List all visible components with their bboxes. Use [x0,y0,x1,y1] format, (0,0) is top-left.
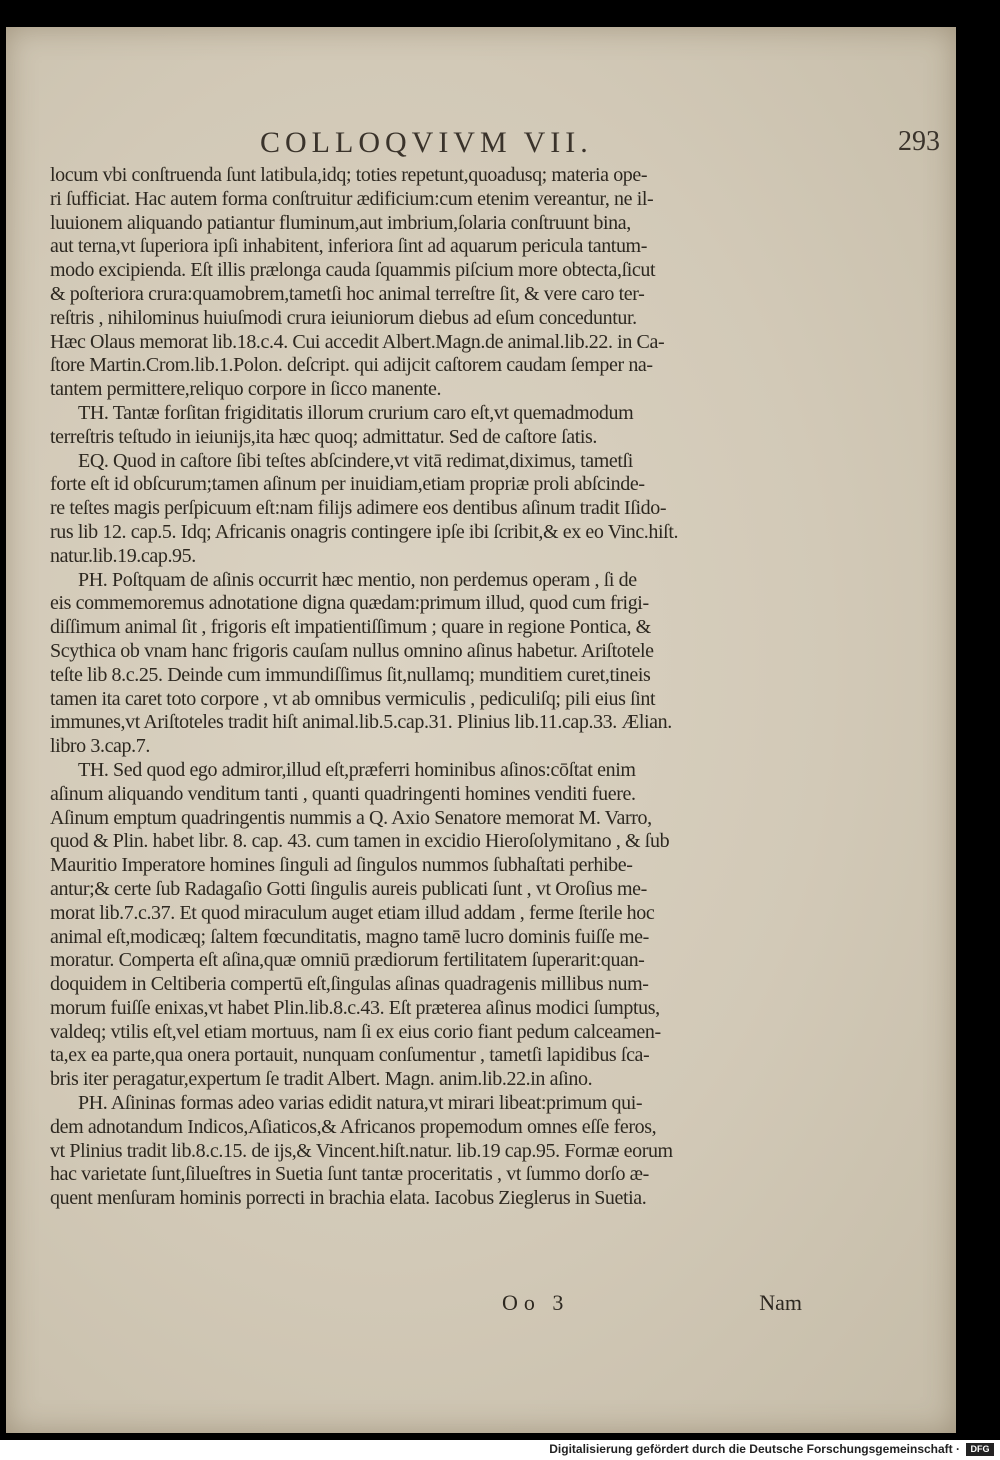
page-footer [502,1290,802,1320]
text-line: Hæc Olaus memorat lib.18.c.4. Cui accedit Albert.Magn.de animal.lib.22. in Ca- [50,330,665,353]
text-line: valdeq; vtilis eſt,vel etiam mortuus, nam ſi ex eius corio fiant pedum calceamen- [50,1020,661,1043]
text-line: EQ. Quod in caſtore ſibi teſtes abſcindere,vt vitā redimat,diximus, tametſi [78,449,633,472]
text-line: bris iter peragatur,expertum ſe tradit Albert. Magn. anim.lib.22.in aſino. [50,1068,593,1091]
text-line: re teſtes magis perſpicuum eſt:nam filijs adimere eos dentibus aſinum tradit Iſido- [50,497,667,520]
text-line: locum vbi conſtruenda ſunt latibula,idq; toties repetunt,quoadusq; materia ope- [50,164,648,186]
text-line: teſte lib 8.c.25. Deinde cum immundiſſimus ſit,nullamq; munditiem curet,tineis [50,663,651,686]
catchword: Nam [759,1290,802,1315]
text-line: modo excipienda. Eſt illis prælonga cauda ſquammis piſcium more obtecta,ſicut [50,259,656,282]
text-line: forte eſt id obſcurum;tamen aſinum per inuidiam,etiam propriæ proli abſcinde- [50,473,645,496]
text-line: animal eſt,modicæq; ſaltem fœcunditatis, magno tamē lucro dominis fuiſſe me- [50,925,649,948]
text-line: terreſtris teſtudo in ieiunijs,ita hæc quoq; admittatur. Sed de caſtore ſatis. [50,425,598,448]
text-line: immunes,vt Ariſtoteles tradit hiſt animal.lib.5.cap.31. Plinius lib.11.cap.33. Ælian. [50,711,672,734]
text-line: & poſteriora crura:quamobrem,tametſi hoc animal terreſtre ſit, & vere caro ter- [50,282,645,305]
text-line: luuionem aliquando patiantur fluminum,aut imbrium,ſolaria conſtruunt bina, [50,211,631,234]
text-line: morat lib.7.c.37. Et quod miraculum auget etiam illud addam , ferme ſterile hoc [50,901,655,924]
text-line: diſſimum animal ſit , frigoris eſt impatientiſſimum ; quare in regione Pontica, & [50,616,651,639]
text-line: ta,ex ea parte,qua onera portauit, nunquam conſumentur , tametſi lapidibus ſca- [50,1044,650,1067]
text-line: vt Plinius tradit lib.8.c.15. de ijs,& Vincent.hiſt.natur. lib.19 cap.95. Formæ eorum [50,1139,673,1162]
running-title: COLLOQVIVM VII. [260,126,593,159]
page-header [260,126,940,162]
text-line: rus lib 12. cap.5. Idq; Africanis onagris contingere ipſe ibi ſcribit,& ex eo Vinc.hiſt. [50,520,679,543]
text-line: natur.lib.19.cap.95. [50,544,196,567]
text-line: aſinum aliquando venditum tanti , quanti quadringenti homines venditi fuere. [50,782,636,805]
text-line: reſtris , nihilominus huiuſmodi crura ieiuniorum diebus ad eſum conceduntur. [50,306,637,329]
page-number: 293 [898,126,940,157]
text-line: doquidem in Celtiberia compertū eſt,ſingulas aſinas quadragenis millibus num- [50,973,649,996]
text-line: quod & Plin. habet libr. 8. cap. 43. cum tamen in excidio Hieroſolymitano , & ſub [50,830,670,853]
text-line: ſtore Martin.Crom.lib.1.Polon. deſcript. qui adijcit caſtorem caudam ſemper na- [50,354,653,377]
text-line: quent menſuram hominis porrecti in brachia elata. Iacobus Zieglerus in Suetia. [50,1187,647,1210]
text-line: eis commemoremus adnotatione digna quædam:primum illud, quod cum frigi- [50,592,649,615]
funding-notice: Digitalisierung gefördert durch die Deutsche Forschungsgemeinschaft · [549,1442,960,1456]
text-line: morum fuiſſe enixas,vt habet Plin.lib.8.c.43. Eſt præterea aſinus modici ſumptus, [50,996,660,1019]
body-text [50,164,802,1284]
text-line: hac varietate ſunt,ſilueſtres in Suetia ſunt tantæ proceritatis , vt ſummo dorſo æ- [50,1163,649,1186]
text-line: tantem permittere,reliquo corpore in ſicco manente. [50,378,442,401]
text-line: TH. Sed quod ego admiror,illud eſt,præferri hominibus aſinos:cōſtat enim [78,758,636,781]
funding-footer-bar [0,1440,1000,1460]
text-line: libro 3.cap.7. [50,735,150,758]
dfg-logo-icon: DFG [966,1443,994,1456]
text-line: antur;& certe ſub Radagaſio Gotti ſingulis aureis publicati ſunt , vt Oroſius me- [50,877,647,900]
text-line: tamen ita caret toto corpore , vt ab omnibus vermiculis , pediculiſq; pili eius ſint [50,687,656,710]
text-line: Scythica ob vnam hanc frigoris cauſam nullus omnino aſinus habetur. Ariſtotele [50,639,654,662]
text-line: TH. Tantæ forſitan frigiditatis illorum crurium caro eſt,vt quemadmodum [78,401,634,424]
text-line: Aſinum emptum quadringentis nummis a Q. Axio Senatore memorat M. Varro, [50,806,652,829]
text-line: dem adnotandum Indicos,Aſiaticos,& Africanos propemodum omnes eſſe feros, [50,1115,657,1138]
text-line: ri ſufficiat. Hac autem forma conſtruitur ædificium:cum etenim vereantur, ne il- [50,187,654,210]
text-line: PH. Poſtquam de aſinis occurrit hæc mentio, non perdemus operam , ſi de [78,568,637,591]
book-page [6,27,956,1433]
signature-mark: Oo 3 [502,1290,570,1315]
text-line: moratur. Comperta eſt aſina,quæ omniū prædiorum fertilitatem ſuperarit:quan- [50,949,645,972]
text-line: PH. Aſininas formas adeo varias edidit natura,vt mirari libeat:primum qui- [78,1092,643,1115]
text-line: aut terna,vt ſuperiora ipſi inhabitent, inferiora ſint ad aquarum pericula tantum- [50,235,647,258]
text-line: Mauritio Imperatore homines ſinguli ad ſingulos nummos ſubhaſtati perhibe- [50,854,633,877]
